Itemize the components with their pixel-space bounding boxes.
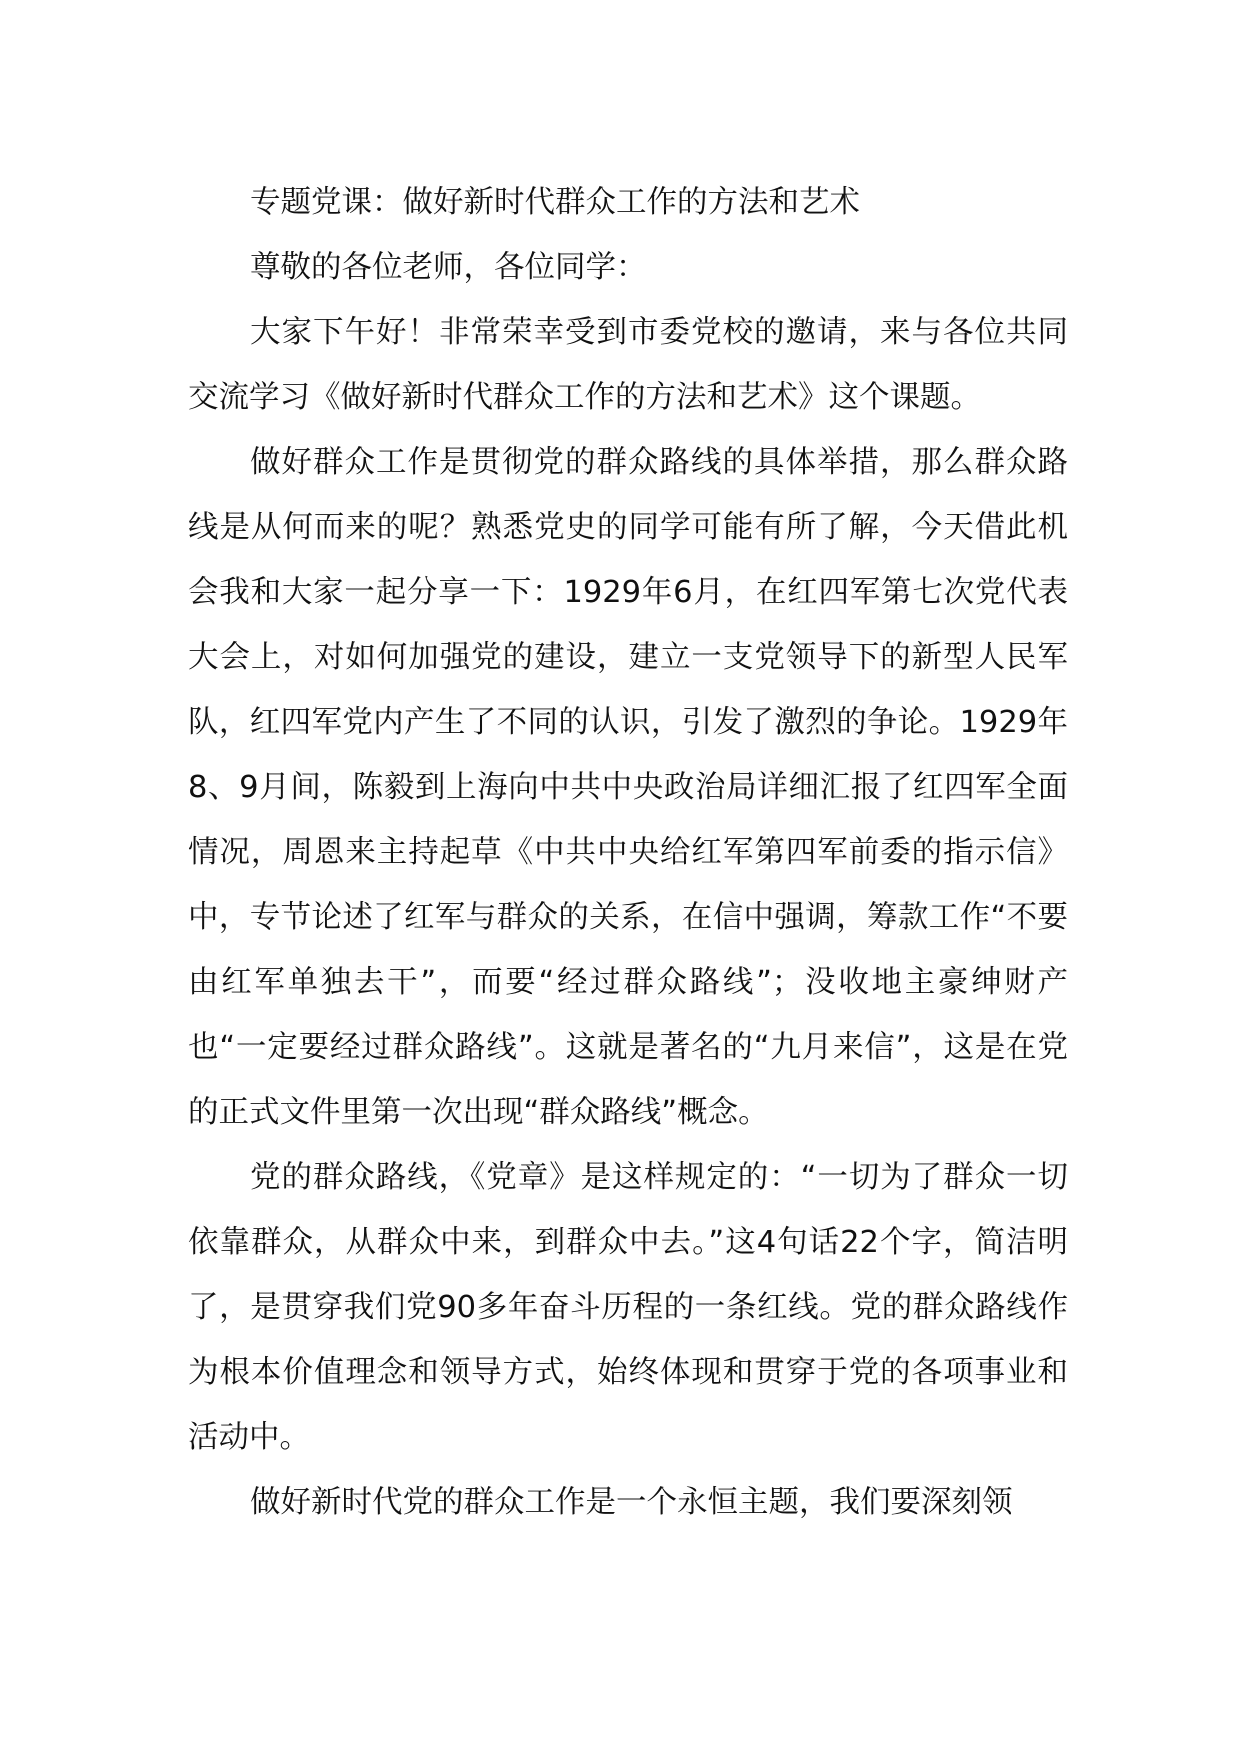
document-title: 专题党课：做好新时代群众工作的方法和艺术 bbox=[250, 185, 860, 220]
paragraph-greeting: 大家下午好！非常荣幸受到市委党校的邀请，来与各位共同交流学习《做好新时代群众工作的方法和艺术》这个课题。 bbox=[188, 315, 1068, 415]
paragraph-history: 做好群众工作是贯彻党的群众路线的具体举措，那么群众路线是从何而来的呢？熟悉党史的同学可能有所了解，今天借此机会我和大家一起分享一下：1929年6月，在红四军第七次党代表大会上，对如何加强党的建设，建立一支党领导下的新型人民军队，红四军党内产生了不同的认识，引发了激烈的争论。1929年8、9月间，陈毅到上海向中共中央政治局详细汇报了红四军全面情况，周恩来主持起草《中共中央给红军第四军前委的指示信》中，专节论述了红军与群众的关系，在信中强调，筹款工作“不要由红军单独去干”，而要“经过群众路线”；没收地主豪绅财产也“一定要经过群众路线”。这就是著名的“九月来信”，这是在党的正式文件里第一次出现“群众路线”概念。 bbox=[188, 445, 1068, 1130]
salutation: 尊敬的各位老师，各位同学： bbox=[250, 250, 647, 285]
document-body bbox=[188, 170, 1068, 1535]
paragraph-theme: 做好新时代党的群众工作是一个永恒主题，我们要深刻领 bbox=[250, 1485, 1013, 1520]
paragraph-definition: 党的群众路线，《党章》是这样规定的：“一切为了群众一切依靠群众，从群众中来，到群众中去。”这4句话22个字，简洁明了，是贯穿我们党90多年奋斗历程的一条红线。党的群众路线作为根本价值理念和领导方式，始终体现和贯穿于党的各项事业和活动中。 bbox=[188, 1160, 1068, 1455]
